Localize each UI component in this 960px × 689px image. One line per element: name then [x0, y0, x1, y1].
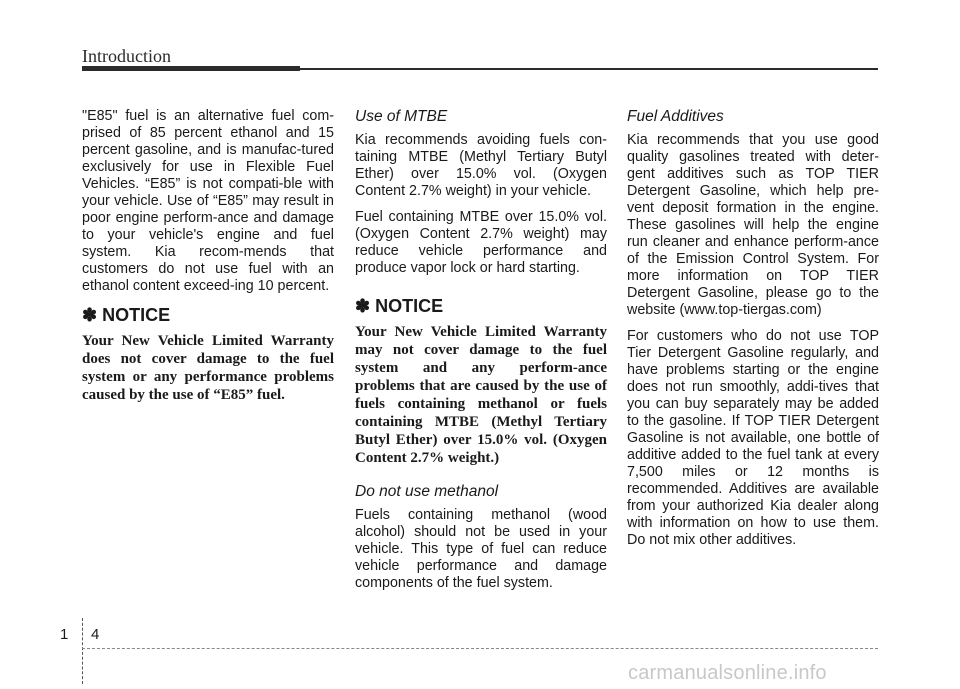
footer-vertical-rule	[82, 618, 83, 684]
column-left	[82, 108, 334, 422]
chapter-number: 1	[60, 626, 69, 643]
e85-paragraph: "E85" fuel is an alternative fuel com-prised of 85 percent ethanol and 15 percent gasoline, and is manufac-tured exclusively for use in Flexible Fuel Vehicles. “E85” is not compati-ble with your vehicle. Use of “E85” may result in poor engine perform-ance and damage to your vehicle's engine and fuel system. Kia recom-mends that customers do not use fuel with an ethanol content exceed-ing 10 percent.	[82, 108, 334, 294]
watermark: carmanualsonline.info	[628, 662, 827, 684]
methanol-paragraph: Fuels containing methanol (wood alcohol) should not be used in your vehicle. This type of fuel can reduce vehicle performance and damage components of the fuel system.	[355, 507, 607, 591]
column-middle	[355, 108, 607, 601]
notice-body: Your New Vehicle Limited Warranty does not cover damage to the fuel system or any performance problems caused by the use of “E85” fuel.	[82, 333, 334, 403]
notice-heading: ✽ NOTICE	[355, 296, 444, 316]
section-heading-mtbe: Use of MTBE	[355, 108, 448, 125]
notice-heading: ✽ NOTICE	[82, 305, 171, 325]
section-heading-methanol: Do not use methanol	[355, 483, 499, 500]
section-heading-fuel-additives: Fuel Additives	[627, 108, 724, 125]
header-rule-thick	[82, 66, 300, 71]
additives-paragraph-2: For customers who do not use TOP Tier Detergent Gasoline regularly, and have problems starting or the engine does not run smoothly, addi-tives that you can buy separately may be added to the gasoline. If TOP TIER Detergent Gasoline is not available, one bottle of additive added to the fuel tank at every 7,500 miles or 12 months is recommended. Additives are available from your authorized Kia dealer along with information on how to use them. Do not mix other additives.	[627, 328, 879, 548]
header-rule-thin	[300, 68, 878, 70]
notice-body: Your New Vehicle Limited Warranty may not cover damage to the fuel system and any perform-ance problems that are caused by the use of fuels containing methanol or fuels containing MTBE (Methyl Tertiary Butyl Ether) over 15.0% vol. (Oxygen Content 2.7% weight.)	[355, 324, 607, 466]
page-number: 4	[91, 626, 100, 643]
additives-paragraph-1: Kia recommends that you use good quality gasolines treated with deter-gent additives such as TOP TIER Detergent Gasoline, which help pre-vent deposit formation in the engine. These gasolines will help the engine run cleaner and enhance perform-ance of the Emission Control System. For more information on TOP TIER Detergent Gasoline, please go to the website (www.top-tiergas.com)	[627, 132, 879, 318]
page-header-title: Introduction	[82, 46, 171, 66]
mtbe-paragraph-1: Kia recommends avoiding fuels con-taining MTBE (Methyl Tertiary Butyl Ether) over 15.0% vol. (Oxygen Content 2.7% weight) in your vehicle.	[355, 132, 607, 199]
footer-horizontal-rule	[82, 648, 878, 649]
column-right	[627, 108, 879, 558]
mtbe-paragraph-2: Fuel containing MTBE over 15.0% vol. (Oxygen Content 2.7% weight) may reduce vehicle performance and produce vapor lock or hard starting.	[355, 209, 607, 276]
